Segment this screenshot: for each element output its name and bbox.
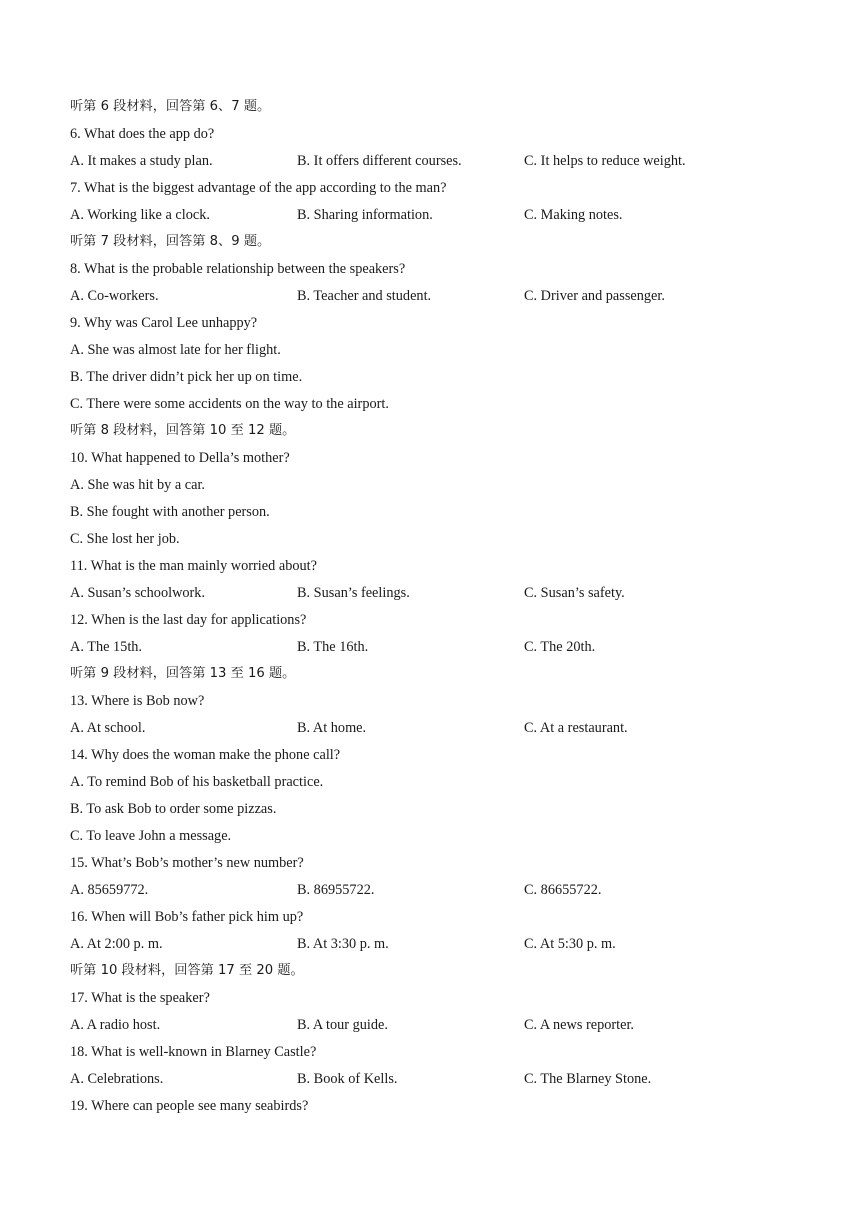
question-text: 16. When will Bob’s father pick him up? xyxy=(70,909,304,925)
option: C. It helps to reduce weight. xyxy=(524,153,686,169)
option: A. At school. xyxy=(70,720,146,736)
option: B. Teacher and student. xyxy=(297,288,432,304)
option: B. Book of Kells. xyxy=(297,1071,398,1087)
options-row xyxy=(70,582,810,609)
option: B. A tour guide. xyxy=(297,1017,388,1033)
question-text: 17. What is the speaker? xyxy=(70,990,210,1006)
option: A. At 2:00 p. m. xyxy=(70,936,163,952)
section-block xyxy=(70,96,810,231)
option: C. The 20th. xyxy=(524,639,596,655)
option: A. Working like a clock. xyxy=(70,207,210,223)
option: C. She lost her job. xyxy=(70,531,180,547)
question-text: 6. What does the app do? xyxy=(70,126,215,142)
options-row xyxy=(70,285,810,312)
question-text: 14. Why does the woman make the phone call? xyxy=(70,747,341,763)
option: A. 85659772. xyxy=(70,882,149,898)
option: C. Making notes. xyxy=(524,207,623,223)
option: B. The 16th. xyxy=(297,639,369,655)
option: B. Susan’s feelings. xyxy=(297,585,410,601)
option: A. It makes a study plan. xyxy=(70,153,213,169)
option: B. 86955722. xyxy=(297,882,375,898)
option: C. 86655722. xyxy=(524,882,602,898)
question-text: 10. What happened to Della’s mother? xyxy=(70,450,290,466)
section-block xyxy=(70,231,810,420)
option: C. At a restaurant. xyxy=(524,720,628,736)
option: A. Celebrations. xyxy=(70,1071,164,1087)
question-text: 8. What is the probable relationship between the speakers? xyxy=(70,261,406,277)
question-text: 19. Where can people see many seabirds? xyxy=(70,1098,309,1114)
option: A. She was hit by a car. xyxy=(70,477,205,493)
options-row xyxy=(70,879,810,906)
option: C. The Blarney Stone. xyxy=(524,1071,652,1087)
option: B. To ask Bob to order some pizzas. xyxy=(70,801,277,817)
options-row xyxy=(70,933,810,960)
option: B. The driver didn’t pick her up on time. xyxy=(70,369,303,385)
option: A. Susan’s schoolwork. xyxy=(70,585,206,601)
question-text: 11. What is the man mainly worried about? xyxy=(70,558,317,574)
section-header: 听第 7 段材料，回答第 8、9 题。 xyxy=(70,234,271,249)
option: B. Sharing information. xyxy=(297,207,433,223)
question-text: 12. When is the last day for applications? xyxy=(70,612,307,628)
option: A. Co-workers. xyxy=(70,288,159,304)
options-row xyxy=(70,1014,810,1041)
question-text: 18. What is well-known in Blarney Castle? xyxy=(70,1044,317,1060)
section-header: 听第 6 段材料，回答第 6、7 题。 xyxy=(70,99,271,114)
section-block xyxy=(70,960,810,1122)
options-row xyxy=(70,717,810,744)
option: B. At 3:30 p. m. xyxy=(297,936,389,952)
option: C. To leave John a message. xyxy=(70,828,232,844)
section-header: 听第 8 段材料，回答第 10 至 12 题。 xyxy=(70,423,296,438)
option: B. It offers different courses. xyxy=(297,153,462,169)
options-row xyxy=(70,636,810,663)
option: B. She fought with another person. xyxy=(70,504,270,520)
option: C. At 5:30 p. m. xyxy=(524,936,616,952)
exam-page xyxy=(70,96,810,1122)
question-text: 15. What’s Bob’s mother’s new number? xyxy=(70,855,304,871)
option: C. Driver and passenger. xyxy=(524,288,665,304)
section-block xyxy=(70,420,810,663)
question-text: 9. Why was Carol Lee unhappy? xyxy=(70,315,258,331)
option: A. To remind Bob of his basketball practice. xyxy=(70,774,324,790)
option: C. A news reporter. xyxy=(524,1017,634,1033)
options-row xyxy=(70,204,810,231)
option: C. There were some accidents on the way to the airport. xyxy=(70,396,389,412)
option: B. At home. xyxy=(297,720,367,736)
option: A. A radio host. xyxy=(70,1017,161,1033)
section-header: 听第 9 段材料，回答第 13 至 16 题。 xyxy=(70,666,296,681)
options-row xyxy=(70,150,810,177)
option: C. Susan’s safety. xyxy=(524,585,625,601)
question-text: 13. Where is Bob now? xyxy=(70,693,205,709)
option: A. She was almost late for her flight. xyxy=(70,342,281,358)
section-header: 听第 10 段材料，回答第 17 至 20 题。 xyxy=(70,963,304,978)
question-text: 7. What is the biggest advantage of the app according to the man? xyxy=(70,180,447,196)
option: A. The 15th. xyxy=(70,639,143,655)
options-row xyxy=(70,1068,810,1095)
section-block xyxy=(70,663,810,960)
